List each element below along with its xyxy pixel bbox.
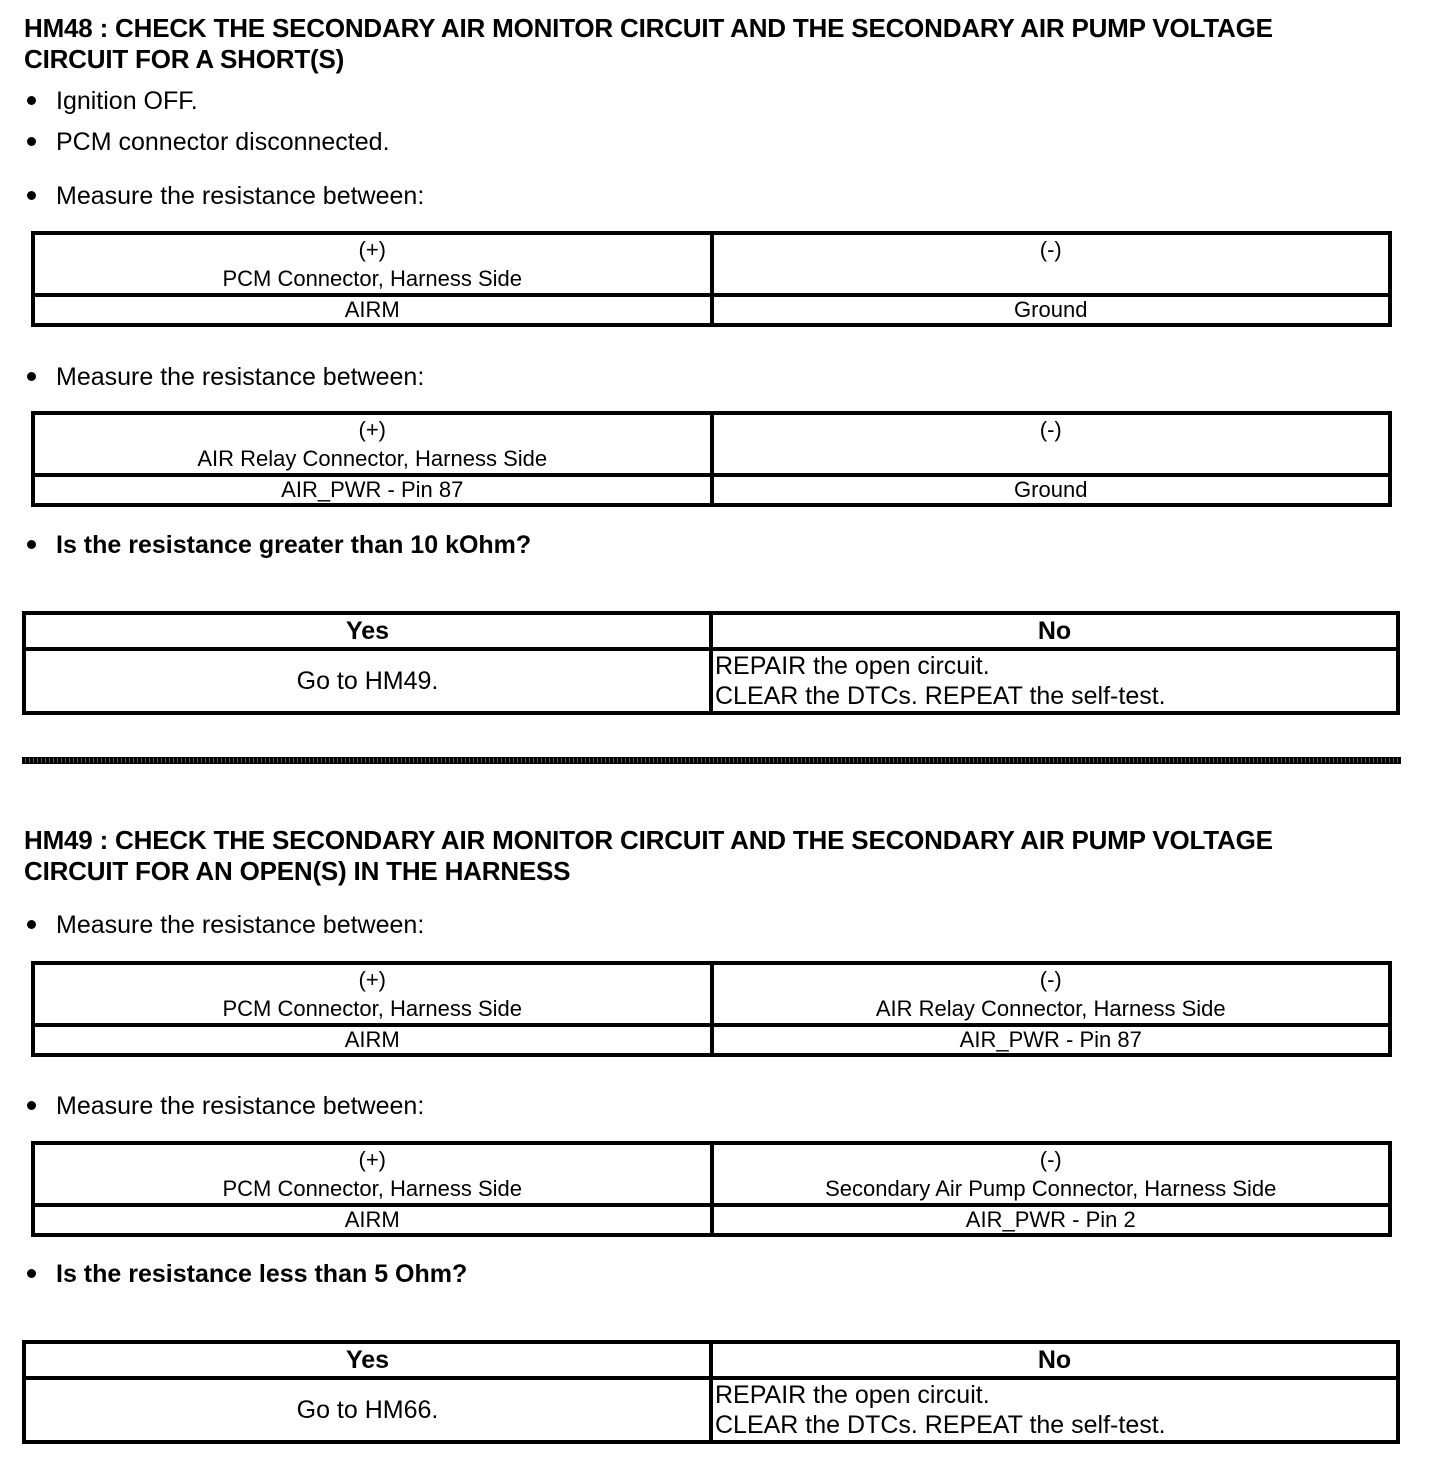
bullet-icon [27,1269,36,1278]
measurement-table [31,1141,1392,1237]
no-action-cell [711,1378,1398,1442]
no-header: No [711,613,1398,649]
minus-pin: Ground [712,295,1391,325]
minus-connector: Secondary Air Pump Connector, Harness Side [825,1176,1277,1201]
instruction-item [24,910,424,940]
section-title-hm49 [24,825,1273,887]
decision-table [22,611,1400,715]
minus-pin: Ground [712,475,1391,505]
instruction-item [24,362,424,392]
question-item [24,530,531,560]
yes-header: Yes [24,613,711,649]
minus-pin: AIR_PWR - Pin 2 [712,1205,1391,1235]
minus-sign: (-) [1039,1147,1062,1172]
no-action-line: REPAIR the open circuit. [715,652,990,680]
minus-connector: AIR Relay Connector, Harness Side [875,996,1226,1021]
question-item [24,1259,467,1289]
minus-sign: (-) [1039,967,1062,992]
minus-sign: (-) [1039,237,1062,262]
measurement-table [31,231,1392,327]
plus-header-cell [33,413,712,475]
no-action-line: CLEAR the DTCs. REPEAT the self-test. [715,1411,1166,1439]
minus-header-cell [712,413,1391,475]
yes-action-link[interactable]: Go to HM49. [296,667,439,695]
no-action-cell [711,649,1398,713]
minus-pin: AIR_PWR - Pin 87 [712,1025,1391,1055]
question-text: Is the resistance less than 5 Ohm? [56,1260,468,1288]
decision-table [22,1340,1400,1444]
bullet-icon [27,920,36,929]
plus-connector: PCM Connector, Harness Side [222,1176,523,1201]
section-divider [22,757,1401,764]
yes-header: Yes [24,1342,711,1378]
bullet-icon [27,1101,36,1110]
plus-pin: AIR_PWR - Pin 87 [33,475,712,505]
plus-connector: AIR Relay Connector, Harness Side [197,446,548,471]
yes-action-link[interactable]: Go to HM66. [296,1396,439,1424]
instruction-text: Measure the resistance between: [56,1092,425,1120]
instruction-text: Measure the resistance between: [56,182,425,210]
bullet-icon [27,137,36,146]
plus-pin: AIRM [33,1025,712,1055]
instruction-item [24,181,424,211]
bullet-icon [27,96,36,105]
no-action-line: REPAIR the open circuit. [715,1381,990,1409]
title-line: HM49 : CHECK THE SECONDARY AIR MONITOR CIRCUIT AND THE SECONDARY AIR PUMP VOLTAGE [24,825,1273,855]
bullet-icon [27,540,36,549]
plus-sign: (+) [358,417,386,442]
plus-connector: PCM Connector, Harness Side [222,996,523,1021]
minus-header-cell [712,1143,1391,1205]
title-line: CIRCUIT FOR A SHORT(S) [24,44,345,74]
plus-pin: AIRM [33,1205,712,1235]
plus-sign: (+) [358,237,386,262]
yes-action-cell [24,1378,711,1442]
bullet-icon [27,372,36,381]
measurement-table [31,411,1392,507]
section-title-hm48 [24,13,1273,75]
bullet-icon [27,191,36,200]
prereq-text: Ignition OFF. [56,87,198,115]
measurement-table [31,961,1392,1057]
instruction-item [24,1091,424,1121]
plus-sign: (+) [358,967,386,992]
plus-sign: (+) [358,1147,386,1172]
instruction-text: Measure the resistance between: [56,911,425,939]
no-action-line: CLEAR the DTCs. REPEAT the self-test. [715,682,1166,710]
title-line: CIRCUIT FOR AN OPEN(S) IN THE HARNESS [24,856,571,886]
title-line: HM48 : CHECK THE SECONDARY AIR MONITOR CIRCUIT AND THE SECONDARY AIR PUMP VOLTAGE [24,13,1273,43]
minus-sign: (-) [1039,417,1062,442]
plus-connector: PCM Connector, Harness Side [222,266,523,291]
question-text: Is the resistance greater than 10 kOhm? [56,531,532,559]
prereq-text: PCM connector disconnected. [56,128,390,156]
yes-action-cell [24,649,711,713]
plus-header-cell [33,1143,712,1205]
minus-header-cell [712,233,1391,295]
prereq-item [24,127,390,157]
plus-header-cell [33,233,712,295]
plus-pin: AIRM [33,295,712,325]
plus-header-cell [33,963,712,1025]
prereq-item [24,86,198,116]
instruction-text: Measure the resistance between: [56,363,425,391]
no-header: No [711,1342,1398,1378]
minus-header-cell [712,963,1391,1025]
